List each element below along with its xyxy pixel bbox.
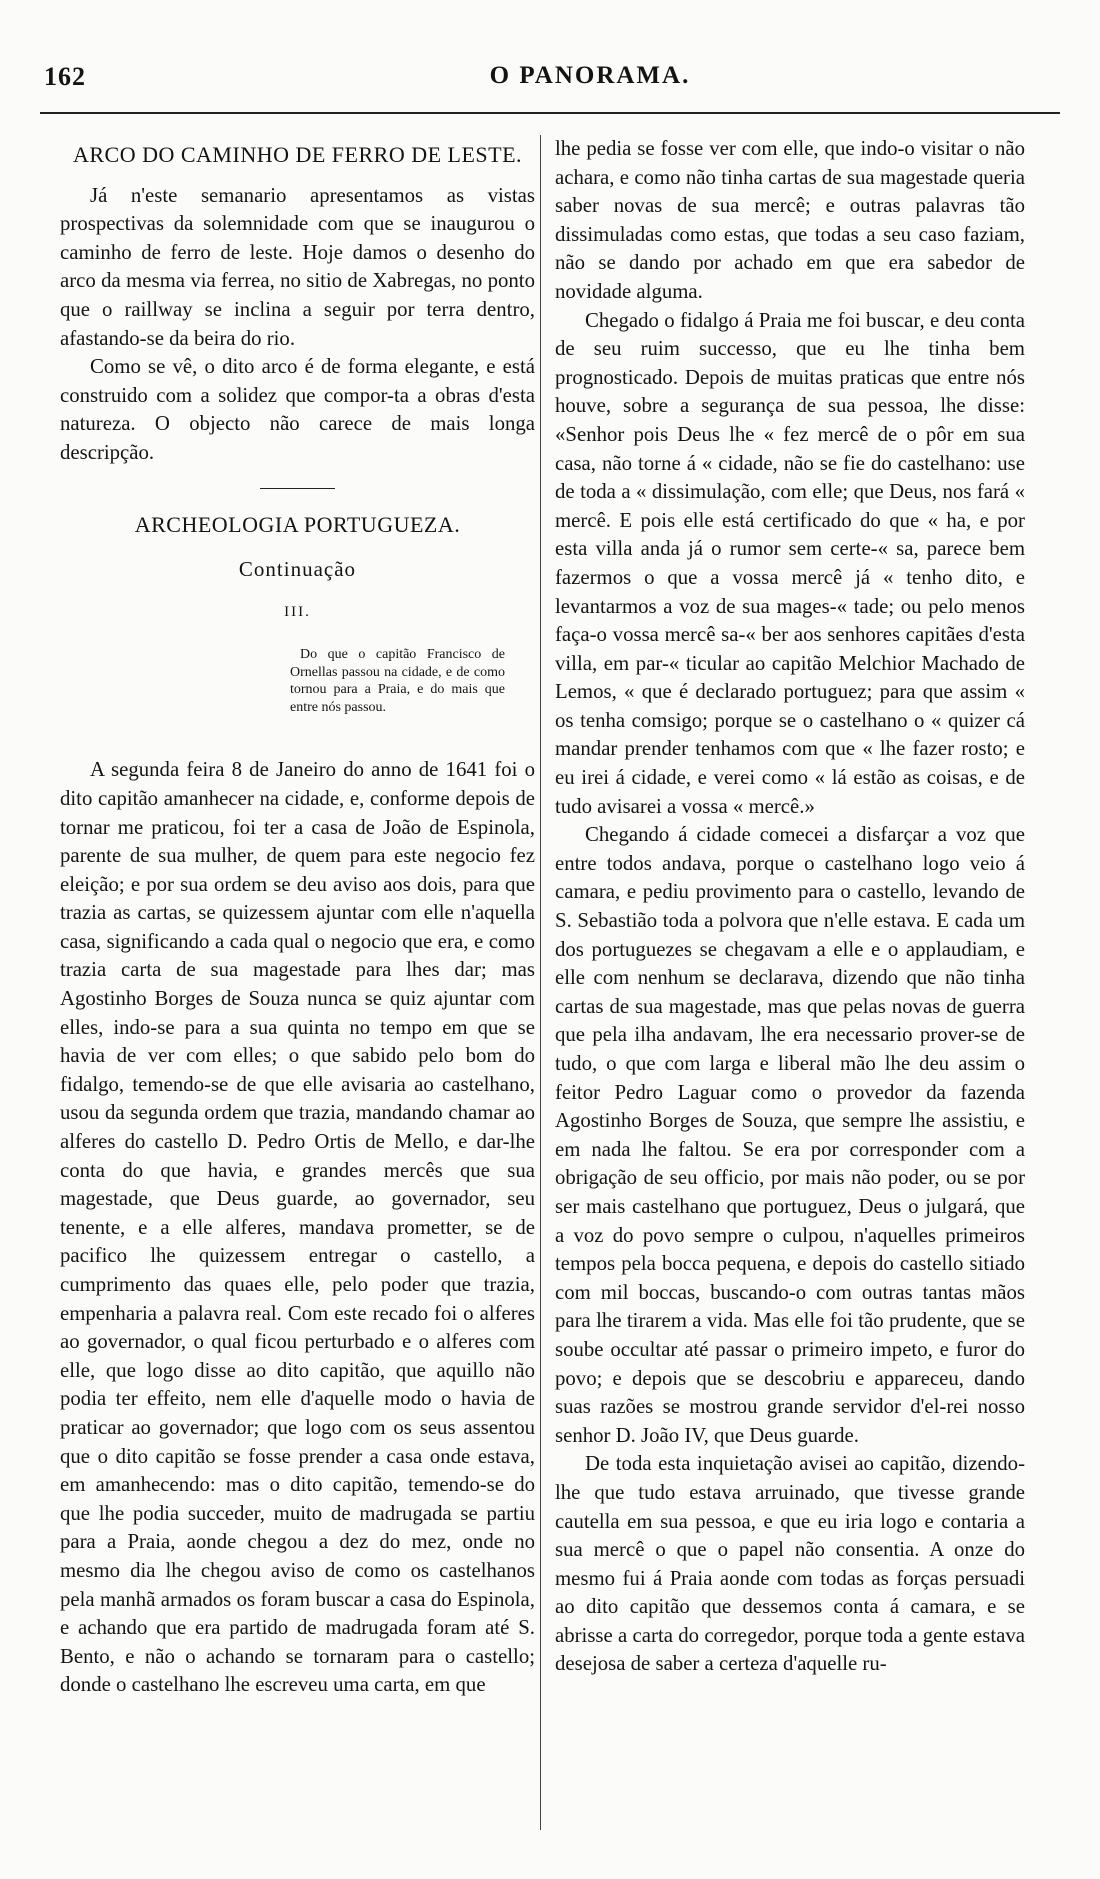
page-number: 162 xyxy=(44,62,86,91)
right-column xyxy=(555,135,1025,1679)
body-paragraph: lhe pedia se fosse ver com elle, que indo-o visitar o não achara, e como não tinha cartas de sua magestade queria saber novas de sua mercê; e outras palavras tão dissimuladas como estas, que todas a seu caso faziam, não se dando por achado em que era sabedor de novidade alguma. xyxy=(555,137,1025,303)
left-column xyxy=(60,135,535,1700)
continuation-label: Continuação xyxy=(238,557,357,582)
arco-paragraph: Como se vê, o dito arco é de forma elegante, e está construido com a solidez que compor-ta a obras d'esta natureza. O objecto não carece de mais longa descripção. xyxy=(60,355,535,464)
body-paragraph: A segunda feira 8 de Janeiro do anno de 1641 foi o dito capitão amanhecer na cidade, e, conforme depois de tornar me praticou, foi ter a casa de João de Espinola, parente de sua mulher, de quem para este negocio fez eleição; e por sua ordem se deu aviso aos dois, para que trazia as cartas, se quizessem ajuntar com elle n'aquella casa, significando a cada qual o negocio que era, e como trazia carta de sua magestade para lhes dar; mas Agostinho Borges de Souza nunca se quiz ajuntar com elles, indo-se para a sua quinta no tempo em que se havia de ver com elles; o que sabido pelo bom do fidalgo, temendo-se de que elle avisaria ao castelhano, usou da segunda ordem que trazia, mandando chamar ao alferes do castello D. Pedro Ortis de Mello, e dar-lhe conta do que havia, e grandes mercês que sua magestade, que Deus guarde, ao governador, seu tenente, e a elle alferes, mandava prometter, se de pacifico lhe quizessem entregar o castello, a cumprimento das quaes elle, pelo poder que trazia, empenharia a palavra real. Com este recado foi o alferes ao governador, o qual ficou perturbado e o alferes com elle, que logo disse ao dito capitão, que aquillo não podia ter effeito, nem elle d'aquelle modo o havia de praticar ao governador; que logo com os seus assentou que o dito capitão se fosse prender a casa onde estava, em amanhecendo: mas o dito capitão, temendo-se do que lhe podia succeder, muito de madrugada se partiu para a Praia, aonde chegou a dez do mez, onde no mesmo dia lhe chegou aviso de como os castelhanos pela manhã armados os foram buscar a casa do Espinola, e achando que era partido de madrugada foram até S. Bento, e não o achando se tornaram para o castello; donde o castelhano lhe escreveu uma carta, em que xyxy=(60,758,535,1697)
body-paragraph: De toda esta inquietação avisei ao capitão, dizendo-lhe que tudo estava arruinado, que tivesse grande cautella em sua pessoa, e que eu iria logo e contaria a sua mercê o que o papel não consentia. A onze do mesmo fui á Praia aonde com todas as forças persuadi ao dito capitão que dessemos conta á camara, e se abrisse a carta do corregedor, porque toda a gente estava desejosa de saber a certeza d'aquelle ru- xyxy=(555,1452,1025,1676)
header-rule xyxy=(40,112,1060,114)
column-separator xyxy=(540,135,541,1830)
chapter-numeral: III. xyxy=(284,603,311,620)
body-paragraph: Chegando á cidade comecei a disfarçar a voz que entre todos andava, porque o castelhano logo veio á camara, e pediu provimento para o castello, levando de S. Sebastião toda a polvora que n'elle estava. E cada um dos portuguezes se chegavam a elle e o applaudiam, e elle com nenhum se declarava, dizendo que não tinha cartas de sua magestade, mas que pelas novas de guerra que pela ilha andavam, lhe era necessario prover-se de tudo, o que com larga e liberal mão lhe deu assim o feitor Pedro Laguar como o provedor da fazenda Agostinho Borges de Souza, que sempre lhe assistiu, e em nada lhe faltou. Se era por corresponder com a obrigação de seu officio, por mais não poder, ou se por ser mais castelhano que portuguez, Deus o julgará, que a voz do povo sempre o culpou, n'aquelles primeiros tempos pela bocca pequena, e depois do castello sitiado com mil boccas, buscando-o com outras tantas mãos para lhe tirarem a vida. Mas elle foi tão prudente, que se soube occultar até passar o primeiro impeto, e furor do povo; e depois que se descobriu e appareceu, dando suas razões se mostrou grande servidor d'el-rei nosso senhor D. João IV, que Deus guarde. xyxy=(555,823,1025,1447)
archeologia-section-title: ARCHEOLOGIA PORTUGUEZA. xyxy=(134,511,461,537)
body-paragraph: Chegado o fidalgo á Praia me foi buscar, e deu conta de seu ruim successo, que eu lhe tinha bem prognosticado. Depois de muitas praticas que entre nós houve, sobre a segurança de sua pessoa, lhe disse: «Senhor pois Deus lhe « fez mercê de o pôr em sua casa, não torne á « cidade, não se fie do castelhano: use de toda a « dissimulação, com elle; que Deus, nos fará « mercê. E pois elle está certificado do que « ha, e por esta villa anda já o rumor sem certe-« sa, parece bem fazermos o que a vossa mercê já « tenho dito, e levantarmos a voz de sua mages-« tade; ou pelo menos faça-o vossa mercê sa-« ber aos senhores capitães d'esta villa, em par-« ticular ao capitão Melchior Machado de Lemos, « que é declarado portuguez; para que assim « os tenha comsigo; porque se o castelhano o « quizer cá mandar prender tenhamos com que « lhe fazer rosto; e eu irei á cidade, e verei como « lá estão as coisas, e de tudo avisarei a vossa « mercê.» xyxy=(555,308,1025,818)
page-header xyxy=(40,62,1060,102)
section-divider xyxy=(260,488,335,489)
journal-title: O PANORAMA. xyxy=(489,62,691,89)
arco-section-title: ARCO DO CAMINHO DE FERRO DE LESTE. xyxy=(72,142,523,167)
chapter-summary: Do que o capitão Francisco de Ornellas passou na cidade, e de como tornou para a Praia, e do mais que entre nós passou. xyxy=(290,647,505,715)
arco-paragraph: Já n'este semanario apresentamos as vistas prospectivas da solemnidade com que se inaugurou o caminho de ferro de leste. Hoje damos o desenho do arco da mesma via ferrea, no sitio de Xabregas, no ponto que o raillway se inclina a seguir por terra dentro, afastando-se da beira do rio. xyxy=(60,183,535,350)
